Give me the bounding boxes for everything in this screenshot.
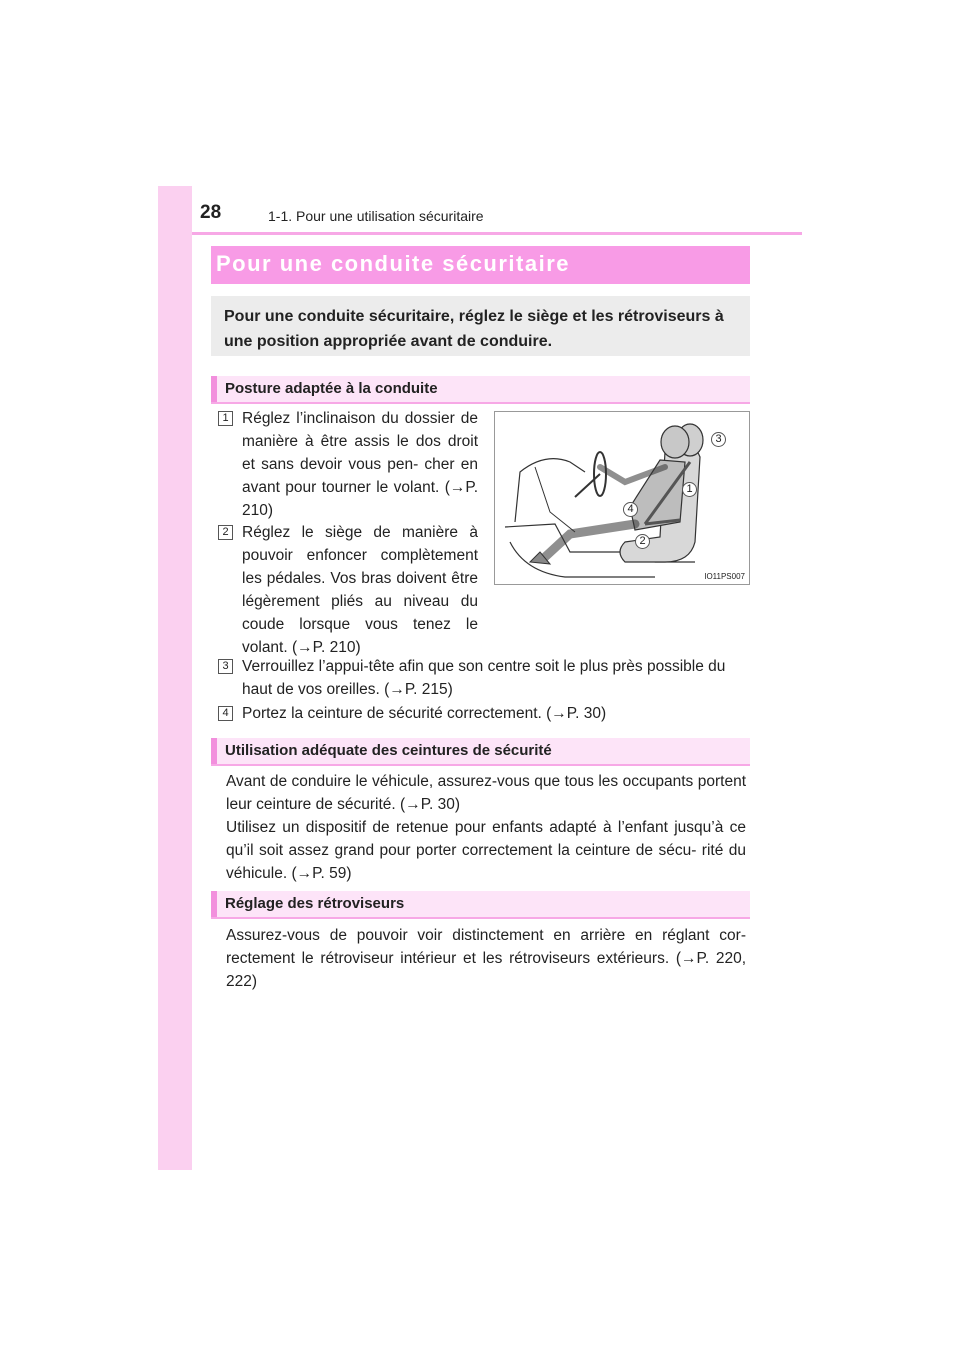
subheading-mirrors xyxy=(211,891,750,919)
callout-2: 2 xyxy=(635,534,650,549)
subheading-posture xyxy=(211,376,750,404)
subheading-accent xyxy=(211,738,217,764)
page-title: Pour une conduite sécuritaire xyxy=(216,251,571,276)
step-number-3: 3 xyxy=(218,659,233,674)
mirrors-paragraph: Assurez-vous de pouvoir voir distinctement en arrière en réglant cor- rectement le rétroviseur intérieur et les rétroviseurs extérieurs. (→P. 220, 222) xyxy=(226,927,746,990)
subheading-seatbelts-title: Utilisation adéquate des ceintures de sécurité xyxy=(225,742,552,759)
callout-3: 3 xyxy=(711,432,726,447)
subheading-seatbelts xyxy=(211,738,750,766)
driving-posture-illustration xyxy=(494,411,750,585)
step-2-text: Réglez le siège de manière à pouvoir enfoncer complètement les pédales. Vos bras doivent être légèrement pliés au niveau du coude lorsque vous tenez le volant. (→P. 210) xyxy=(242,524,478,656)
callout-4: 4 xyxy=(623,502,638,517)
seatbelt-paragraph xyxy=(226,770,746,885)
seatbelt-para-1: Avant de conduire le véhicule, assurez-vous que tous les occupants portent leur ceinture de sécurité. (→P. 30) xyxy=(226,773,746,813)
subheading-posture-title: Posture adaptée à la conduite xyxy=(225,380,438,397)
subheading-accent xyxy=(211,376,217,402)
callout-1: 1 xyxy=(682,482,697,497)
step-1-text: Réglez l’inclinaison du dossier de manière à être assis le dos droit et sans devoir vous pen- cher en avant pour tourner le volant. (→P. 210) xyxy=(242,410,478,519)
subheading-accent xyxy=(211,891,217,917)
step-number-1: 1 xyxy=(218,411,233,426)
step-number-4: 4 xyxy=(218,706,233,721)
step-3-text: Verrouillez l’appui-tête afin que son centre soit le plus près possible du haut de vos oreilles. (→P. 215) xyxy=(242,658,726,698)
step-4-text: Portez la ceinture de sécurité correctement. (→P. 30) xyxy=(242,705,607,722)
intro-text: Pour une conduite sécuritaire, réglez le siège et les rétroviseurs à une position appropriée avant de conduire. xyxy=(224,308,724,350)
page-side-strip xyxy=(158,186,192,1170)
figure-code: IO11PS007 xyxy=(704,572,745,581)
section-path: 1-1. Pour une utilisation sécuritaire xyxy=(268,208,484,224)
subheading-mirrors-title: Réglage des rétroviseurs xyxy=(225,895,405,912)
step-number-2: 2 xyxy=(218,525,233,540)
header-divider xyxy=(192,232,802,235)
page-number: 28 xyxy=(200,202,222,223)
seatbelt-para-2: Utilisez un dispositif de retenue pour enfants adapté à l’enfant jusqu’à ce qu’il soit assez grand pour porter correctement la ceinture de sécu- rité du véhicule. (→P. 59) xyxy=(226,819,746,882)
